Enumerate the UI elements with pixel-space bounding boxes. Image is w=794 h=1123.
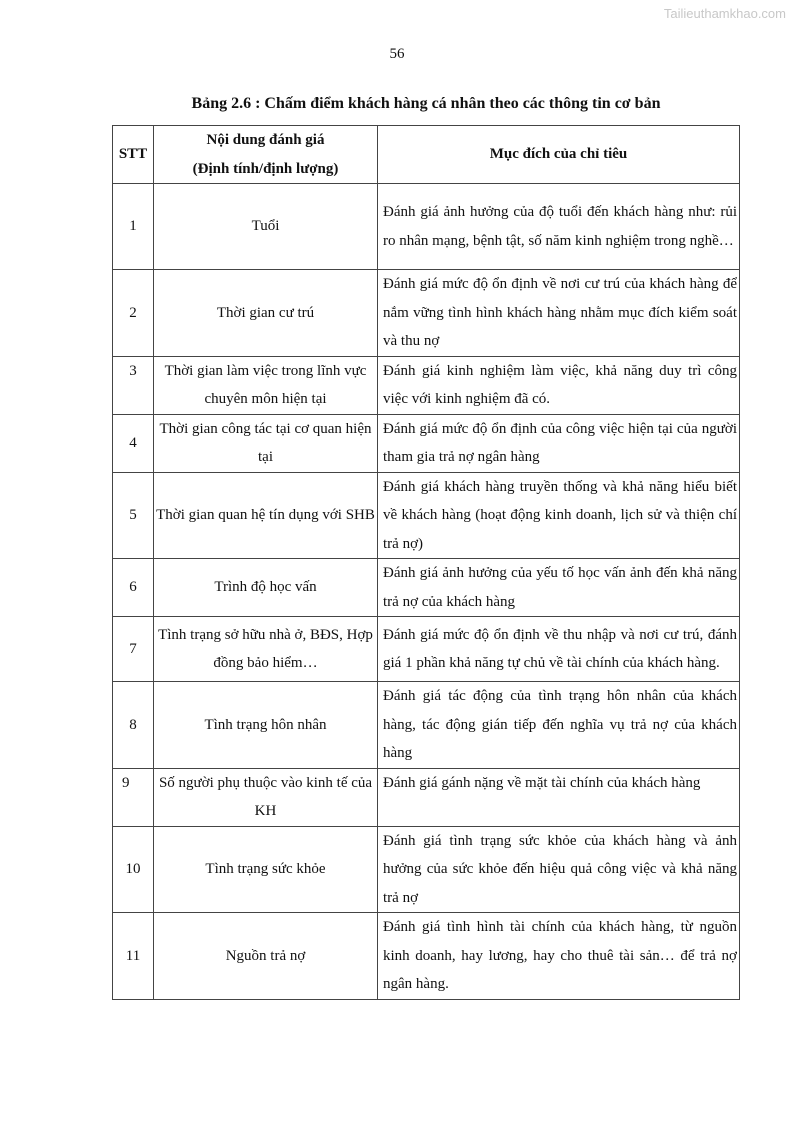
watermark: Tailieuthamkhao.com — [663, 6, 786, 21]
row-purpose: Đánh giá mức độ ổn định về nơi cư trú của khách hàng để nắm vững tình hình khách hàng nhằm mục đích kiểm soát và thu nợ — [378, 270, 740, 357]
table-header-row — [113, 126, 740, 184]
row-stt: 9 — [113, 768, 154, 826]
table-row — [113, 682, 740, 769]
row-purpose: Đánh giá ảnh hưởng của độ tuổi đến khách hàng như: rủi ro nhân mạng, bệnh tật, số năm kinh nghiệm trong nghề… — [378, 184, 740, 270]
header-purpose: Mục đích của chỉ tiêu — [378, 126, 740, 184]
row-stt: 6 — [113, 559, 154, 617]
row-content: Tình trạng hôn nhân — [154, 682, 378, 769]
table-row — [113, 184, 740, 270]
row-content: Thời gian cư trú — [154, 270, 378, 357]
row-stt: 10 — [113, 826, 154, 913]
row-content: Thời gian quan hệ tín dụng với SHB — [154, 472, 378, 559]
row-purpose: Đánh giá gánh nặng về mặt tài chính của khách hàng — [378, 768, 740, 826]
row-stt: 2 — [113, 270, 154, 357]
row-stt: 3 — [113, 356, 154, 414]
row-purpose: Đánh giá mức độ ổn định của công việc hiện tại của người tham gia trả nợ ngân hàng — [378, 414, 740, 472]
row-stt: 5 — [113, 472, 154, 559]
row-content: Thời gian làm việc trong lĩnh vực chuyên môn hiện tại — [154, 356, 378, 414]
evaluation-table — [112, 125, 740, 1000]
row-content: Nguồn trả nợ — [154, 913, 378, 1000]
row-stt: 4 — [113, 414, 154, 472]
table-title: Bảng 2.6 : Chấm điểm khách hàng cá nhân theo các thông tin cơ bản — [191, 95, 661, 112]
row-purpose: Đánh giá tình hình tài chính của khách hàng, từ nguồn kinh doanh, hay lương, hay cho thuê tài sản… để trả nợ ngân hàng. — [378, 913, 740, 1000]
row-purpose: Đánh giá tình trạng sức khỏe của khách hàng và ảnh hưởng của sức khỏe đến hiệu quả công việc và khả năng trả nợ — [378, 826, 740, 913]
table-row — [113, 414, 740, 472]
table-row — [113, 617, 740, 682]
row-content: Tuổi — [154, 184, 378, 270]
row-content: Trình độ học vấn — [154, 559, 378, 617]
header-content-line2: (Định tính/định lượng) — [192, 160, 339, 177]
row-purpose: Đánh giá kinh nghiệm làm việc, khả năng duy trì công việc với kinh nghiệm đã có. — [378, 356, 740, 414]
row-content: Số người phụ thuộc vào kinh tế của KH — [154, 768, 378, 826]
table-row — [113, 768, 740, 826]
table-row — [113, 472, 740, 559]
row-purpose: Đánh giá mức độ ổn định về thu nhập và nơi cư trú, đánh giá 1 phần khả năng tự chủ về tài chính của khách hàng. — [378, 617, 740, 682]
row-purpose: Đánh giá ảnh hưởng của yếu tố học vấn ảnh đến khả năng trả nợ của khách hàng — [378, 559, 740, 617]
row-purpose: Đánh giá tác động của tình trạng hôn nhân của khách hàng, tác động gián tiếp đến nghĩa vụ trả nợ của khách hàng — [378, 682, 740, 769]
header-content-line1: Nội dung đánh giá — [206, 132, 325, 148]
table-row — [113, 826, 740, 913]
table-row — [113, 356, 740, 414]
row-content: Tình trạng sức khỏe — [154, 826, 378, 913]
row-purpose: Đánh giá khách hàng truyền thống và khả năng hiểu biết về khách hàng (hoạt động kinh doanh, lịch sử và thiện chí trả nợ) — [378, 472, 740, 559]
header-stt: STT — [113, 126, 154, 184]
table-row — [113, 913, 740, 1000]
row-stt: 11 — [113, 913, 154, 1000]
row-stt: 7 — [113, 617, 154, 682]
table-row — [113, 559, 740, 617]
row-stt: 1 — [113, 184, 154, 270]
row-content: Tình trạng sở hữu nhà ở, BĐS, Hợp đồng bảo hiểm… — [154, 617, 378, 682]
header-content — [154, 126, 378, 184]
row-content: Thời gian công tác tại cơ quan hiện tại — [154, 414, 378, 472]
page-number: 56 — [389, 46, 405, 62]
row-stt: 8 — [113, 682, 154, 769]
table-row — [113, 270, 740, 357]
